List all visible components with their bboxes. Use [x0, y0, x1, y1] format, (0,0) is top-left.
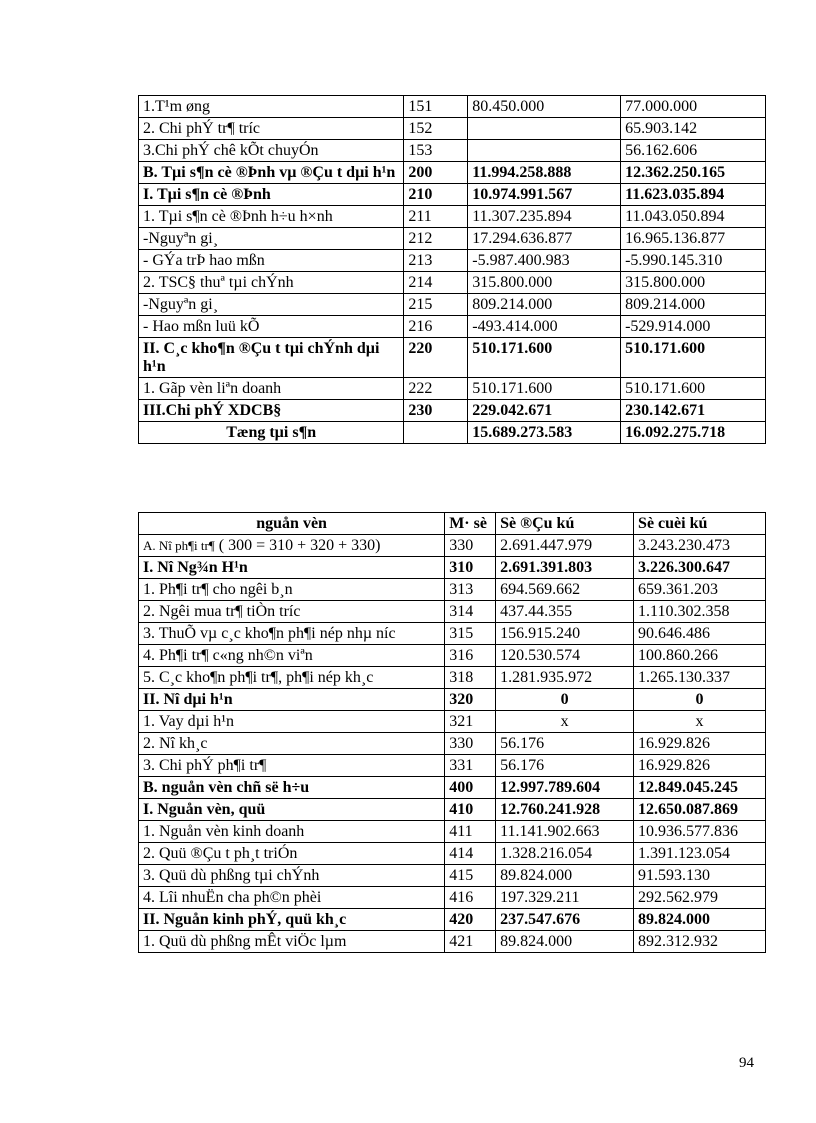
row-label: 2. TSC§ thuª tµi chÝnh [139, 272, 404, 294]
row-end: 16.965.136.877 [621, 228, 766, 250]
table-row [139, 755, 766, 777]
row-code: 414 [445, 843, 496, 865]
row-start: 315.800.000 [468, 272, 621, 294]
row-label: -Nguyªn gi¸ [139, 228, 404, 250]
row-code: 331 [445, 755, 496, 777]
row-label: -Nguyªn gi¸ [139, 294, 404, 316]
row-code: 151 [404, 96, 468, 118]
table-row [139, 140, 766, 162]
row-label: 4. Ph¶i tr¶ c«ng nh©n viªn [139, 645, 445, 667]
row-end: 510.171.600 [621, 338, 766, 378]
row-end: 230.142.671 [621, 400, 766, 422]
table-row [139, 777, 766, 799]
row-end: 100.860.266 [634, 645, 766, 667]
row-start: 80.450.000 [468, 96, 621, 118]
row-code: 215 [404, 294, 468, 316]
table-row [139, 865, 766, 887]
total-row [139, 422, 766, 444]
row-start: 237.547.676 [496, 909, 634, 931]
row-code: 213 [404, 250, 468, 272]
row-start: 12.997.789.604 [496, 777, 634, 799]
row-start: -5.987.400.983 [468, 250, 621, 272]
row-end: -5.990.145.310 [621, 250, 766, 272]
row-code: 421 [445, 931, 496, 953]
row-end: 77.000.000 [621, 96, 766, 118]
row-code: 214 [404, 272, 468, 294]
table-row [139, 96, 766, 118]
row-label [139, 535, 445, 557]
row-end: 16.092.275.718 [621, 422, 766, 444]
table-row [139, 535, 766, 557]
table-row [139, 184, 766, 206]
row-end: 1.110.302.358 [634, 601, 766, 623]
row-label: 1. Quü dù phßng mÊt viÖc lµm [139, 931, 445, 953]
row-start: 510.171.600 [468, 378, 621, 400]
table-row [139, 623, 766, 645]
table-row [139, 228, 766, 250]
table-row [139, 843, 766, 865]
row-end: -529.914.000 [621, 316, 766, 338]
row-end: x [634, 711, 766, 733]
row-end: 315.800.000 [621, 272, 766, 294]
table-row [139, 645, 766, 667]
row-start: 1.328.216.054 [496, 843, 634, 865]
row-end: 3.226.300.647 [634, 557, 766, 579]
row-start: 437.44.355 [496, 601, 634, 623]
table-row [139, 909, 766, 931]
table-row [139, 601, 766, 623]
table-row [139, 557, 766, 579]
row-code: 315 [445, 623, 496, 645]
row-label: B. nguån vèn chñ së h÷u [139, 777, 445, 799]
row-label: 1. Vay dµi h¹n [139, 711, 445, 733]
row-end: 292.562.979 [634, 887, 766, 909]
row-label: 3. ThuÕ vµ c¸c kho¶n ph¶i nép nhµ níc [139, 623, 445, 645]
row-label: 1. Tµi s¶n cè ®Þnh h÷u h×nh [139, 206, 404, 228]
table-row [139, 118, 766, 140]
row-code: 316 [445, 645, 496, 667]
row-start: 510.171.600 [468, 338, 621, 378]
row-code: 216 [404, 316, 468, 338]
row-label: 2. Nî kh¸c [139, 733, 445, 755]
row-label: 2. Ngêi mua tr¶ tiÒn tríc [139, 601, 445, 623]
row-code: 200 [404, 162, 468, 184]
row-start: 12.760.241.928 [496, 799, 634, 821]
row-label: III.Chi phÝ XDCB§ [139, 400, 404, 422]
table-header-row [139, 513, 766, 535]
row-start: 17.294.636.877 [468, 228, 621, 250]
row-code: 330 [445, 733, 496, 755]
table-row [139, 579, 766, 601]
row-start: x [496, 711, 634, 733]
row-end: 12.849.045.245 [634, 777, 766, 799]
row-code: 222 [404, 378, 468, 400]
row-start: 11.307.235.894 [468, 206, 621, 228]
row-start: 120.530.574 [496, 645, 634, 667]
row-label: 3.Chi phÝ chê kÕt chuyÓn [139, 140, 404, 162]
row-end: 12.650.087.869 [634, 799, 766, 821]
row-code: 152 [404, 118, 468, 140]
row-end: 89.824.000 [634, 909, 766, 931]
row-end: 892.312.932 [634, 931, 766, 953]
row-start: 156.915.240 [496, 623, 634, 645]
row-start: 229.042.671 [468, 400, 621, 422]
row-label: II. C¸c kho¶n ®Çu t tµi chÝnh dµi h¹n [139, 338, 404, 378]
row-end: 65.903.142 [621, 118, 766, 140]
table-row [139, 378, 766, 400]
row-code: 153 [404, 140, 468, 162]
row-code [404, 422, 468, 444]
row-label-part2: ( 300 = 310 + 320 + 330) [218, 537, 381, 554]
row-code: 314 [445, 601, 496, 623]
row-code: 210 [404, 184, 468, 206]
row-label: II. Nî dµi h¹n [139, 689, 445, 711]
row-end: 12.362.250.165 [621, 162, 766, 184]
row-label: Tæng tµi s¶n [139, 422, 404, 444]
row-label: 3. Quü dù phßng tµi chÝnh [139, 865, 445, 887]
table-row [139, 400, 766, 422]
row-label-part1: A. Nî ph¶i tr¶ [143, 538, 215, 553]
row-end: 10.936.577.836 [634, 821, 766, 843]
row-code: 220 [404, 338, 468, 378]
row-code: 230 [404, 400, 468, 422]
row-end: 0 [634, 689, 766, 711]
row-start: 809.214.000 [468, 294, 621, 316]
table-row [139, 667, 766, 689]
row-start: 2.691.447.979 [496, 535, 634, 557]
row-start: 2.691.391.803 [496, 557, 634, 579]
table-row [139, 316, 766, 338]
row-start: 197.329.211 [496, 887, 634, 909]
assets-table [138, 95, 766, 444]
row-label: 1. Nguån vèn kinh doanh [139, 821, 445, 843]
row-code: 313 [445, 579, 496, 601]
row-label: 1. Ph¶i tr¶ cho ngêi b¸n [139, 579, 445, 601]
header-name: nguån vèn [139, 513, 445, 535]
row-label: 1.T¹m øng [139, 96, 404, 118]
table-row [139, 799, 766, 821]
row-code: 310 [445, 557, 496, 579]
row-label: 1. Gãp vèn liªn doanh [139, 378, 404, 400]
table-row [139, 733, 766, 755]
table-row [139, 711, 766, 733]
row-end: 659.361.203 [634, 579, 766, 601]
row-code: 411 [445, 821, 496, 843]
row-end: 3.243.230.473 [634, 535, 766, 557]
row-end: 510.171.600 [621, 378, 766, 400]
row-code: 400 [445, 777, 496, 799]
row-label: 4. Lîi nhuËn cha ph©n phèi [139, 887, 445, 909]
row-label: I. Tµi s¶n cè ®Þnh [139, 184, 404, 206]
row-start: 56.176 [496, 733, 634, 755]
header-end: Sè cuèi kú [634, 513, 766, 535]
row-end: 16.929.826 [634, 733, 766, 755]
row-label: 3. Chi phÝ ph¶i tr¶ [139, 755, 445, 777]
row-end: 1.265.130.337 [634, 667, 766, 689]
table-row [139, 162, 766, 184]
row-code: 321 [445, 711, 496, 733]
row-start: 15.689.273.583 [468, 422, 621, 444]
row-end: 16.929.826 [634, 755, 766, 777]
row-start: 694.569.662 [496, 579, 634, 601]
row-end: 90.646.486 [634, 623, 766, 645]
page-number: 94 [739, 1055, 754, 1071]
row-label: B. Tµi s¶n cè ®Þnh vµ ®Çu t dµi h¹n [139, 162, 404, 184]
row-end: 11.623.035.894 [621, 184, 766, 206]
row-start: 89.824.000 [496, 931, 634, 953]
row-label: I. Nguån vèn, quü [139, 799, 445, 821]
row-label: - GÝa trÞ hao mßn [139, 250, 404, 272]
row-code: 212 [404, 228, 468, 250]
row-code: 416 [445, 887, 496, 909]
row-label: - Hao mßn luü kÕ [139, 316, 404, 338]
row-code: 330 [445, 535, 496, 557]
row-start [468, 118, 621, 140]
row-start: 89.824.000 [496, 865, 634, 887]
row-label: II. Nguån kinh phÝ, quü kh¸c [139, 909, 445, 931]
row-start: 10.974.991.567 [468, 184, 621, 206]
row-code: 410 [445, 799, 496, 821]
row-start: 56.176 [496, 755, 634, 777]
row-label: I. Nî Ng¾n H¹n [139, 557, 445, 579]
row-start: -493.414.000 [468, 316, 621, 338]
table-row [139, 294, 766, 316]
row-label: 2. Quü ®Çu t ph¸t triÓn [139, 843, 445, 865]
table-row [139, 206, 766, 228]
table-row [139, 250, 766, 272]
row-code: 211 [404, 206, 468, 228]
row-start: 1.281.935.972 [496, 667, 634, 689]
table-row [139, 338, 766, 378]
row-code: 318 [445, 667, 496, 689]
row-end: 91.593.130 [634, 865, 766, 887]
row-end: 11.043.050.894 [621, 206, 766, 228]
row-end: 56.162.606 [621, 140, 766, 162]
capital-sources-table [138, 512, 766, 953]
table-row [139, 689, 766, 711]
header-code: M· sè [445, 513, 496, 535]
header-start: Sè ®Çu kú [496, 513, 634, 535]
row-code: 320 [445, 689, 496, 711]
table-row [139, 272, 766, 294]
row-start: 11.994.258.888 [468, 162, 621, 184]
row-start [468, 140, 621, 162]
row-end: 1.391.123.054 [634, 843, 766, 865]
row-code: 415 [445, 865, 496, 887]
row-label: 5. C¸c kho¶n ph¶i tr¶, ph¶i nép kh¸c [139, 667, 445, 689]
table-row [139, 931, 766, 953]
row-start: 0 [496, 689, 634, 711]
table-row [139, 821, 766, 843]
row-end: 809.214.000 [621, 294, 766, 316]
row-start: 11.141.902.663 [496, 821, 634, 843]
table-row [139, 887, 766, 909]
row-code: 420 [445, 909, 496, 931]
row-label: 2. Chi phÝ tr¶ tríc [139, 118, 404, 140]
